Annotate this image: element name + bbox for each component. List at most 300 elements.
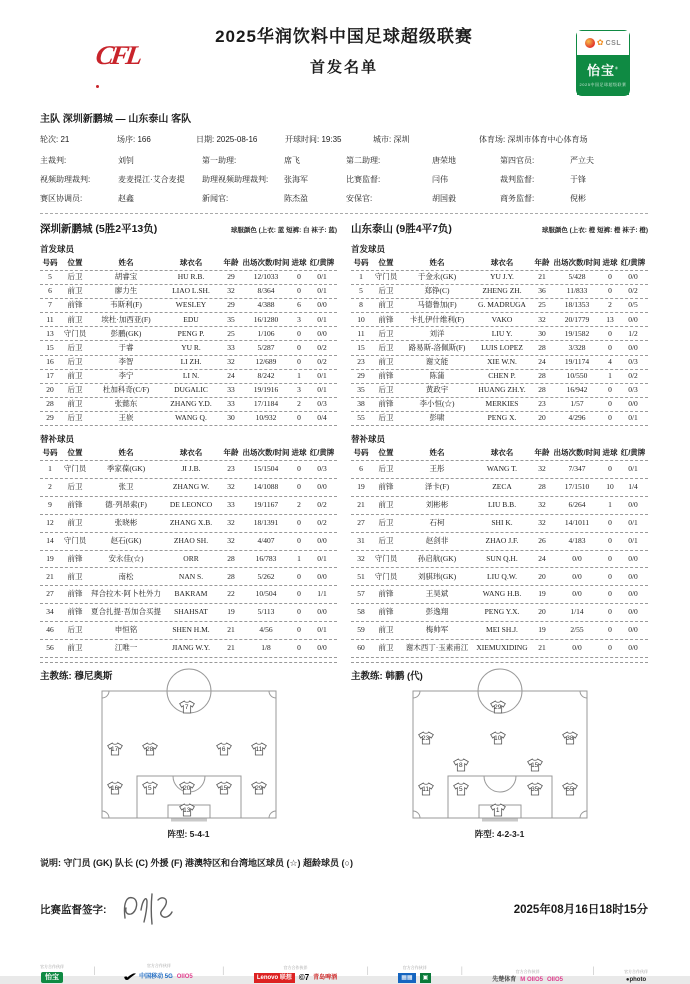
cell: 17/1510 bbox=[564, 482, 590, 492]
shirt-number: 29 bbox=[494, 704, 502, 712]
cell: LUIS LOPEZ bbox=[481, 342, 523, 352]
cell: DE LEONCO bbox=[169, 499, 213, 509]
away-starters-table bbox=[351, 257, 648, 426]
cell: 6 bbox=[297, 300, 301, 310]
column-header: 号码 bbox=[42, 258, 58, 268]
cell: 0 bbox=[297, 517, 301, 527]
kickoff-info: 开球时间: 19:35 bbox=[285, 135, 342, 144]
cell: 0 bbox=[608, 342, 612, 352]
player-shirt-icon bbox=[142, 781, 158, 795]
date-info: 日期: 2025-08-16 bbox=[196, 135, 258, 144]
official-label: 赛区协调员: bbox=[40, 194, 83, 203]
cell: 前锋 bbox=[67, 499, 83, 509]
player-row bbox=[40, 567, 337, 585]
cell: 守门员 bbox=[63, 464, 87, 474]
official-label: 新闻官: bbox=[202, 194, 229, 203]
cell: SHEN H.M. bbox=[172, 625, 210, 635]
cell: XIEMUXIDING bbox=[476, 643, 528, 653]
player-shirt-icon bbox=[179, 700, 195, 714]
cell: 5/287 bbox=[257, 342, 275, 352]
sponsor-divider: | bbox=[460, 965, 463, 975]
player-row bbox=[40, 284, 337, 298]
cell: 0 bbox=[608, 571, 612, 581]
home-subs-table bbox=[40, 447, 337, 658]
player-row bbox=[351, 383, 648, 397]
cell: 0/3 bbox=[628, 356, 638, 366]
cell: 0/0 bbox=[317, 535, 327, 545]
official-label: 视频助理裁判: bbox=[40, 175, 91, 184]
player-row bbox=[351, 478, 648, 496]
cfl-logo-dot-icon bbox=[96, 85, 99, 88]
cell: 0 bbox=[608, 328, 612, 338]
cell: 2 bbox=[297, 499, 301, 509]
csl-reg-mark: ® bbox=[615, 65, 619, 71]
cell: 35 bbox=[357, 384, 365, 394]
cell: 守门员 bbox=[374, 272, 398, 282]
official-name: 唐荣地 bbox=[432, 156, 456, 165]
player-row bbox=[351, 532, 648, 550]
cell: 南松 bbox=[118, 571, 134, 581]
cell: 14 bbox=[46, 535, 54, 545]
shirt-number: 7 bbox=[184, 704, 189, 712]
player-row bbox=[40, 550, 337, 568]
cell: 38 bbox=[357, 399, 365, 409]
home-team-column bbox=[40, 221, 337, 840]
cell: 4/296 bbox=[568, 413, 586, 423]
cell: 16 bbox=[46, 356, 54, 366]
cell: 46 bbox=[46, 625, 54, 635]
cell: 0/0 bbox=[572, 643, 582, 653]
cell: 60 bbox=[357, 643, 365, 653]
cell: 35 bbox=[227, 314, 235, 324]
cell: 2 bbox=[608, 300, 612, 310]
cell: XIE W.N. bbox=[487, 356, 517, 366]
cell: 1 bbox=[359, 272, 363, 282]
cell: 0 bbox=[608, 643, 612, 653]
cell: 33 bbox=[227, 384, 235, 394]
cell: 4/407 bbox=[257, 535, 275, 545]
official-name: 陈杰盈 bbox=[284, 194, 308, 203]
official-name: 席飞 bbox=[284, 156, 300, 165]
cell: WANG T. bbox=[486, 464, 518, 474]
cell: 6 bbox=[48, 286, 52, 296]
cell: 32 bbox=[227, 517, 235, 527]
cell: 后卫 bbox=[67, 356, 83, 366]
player-row bbox=[351, 550, 648, 568]
cell: 0/0 bbox=[317, 300, 327, 310]
cell: 34 bbox=[46, 607, 54, 617]
cell: 29 bbox=[46, 413, 54, 423]
cell: 17/1184 bbox=[253, 399, 279, 409]
cell: 27 bbox=[46, 589, 54, 599]
cell: 1 bbox=[48, 464, 52, 474]
cell: 0 bbox=[297, 535, 301, 545]
column-header: 出场次数/时间 bbox=[553, 448, 601, 458]
shirt-number: 16 bbox=[110, 784, 119, 792]
cell: 0 bbox=[297, 571, 301, 581]
cell: 于睿 bbox=[118, 342, 134, 352]
cell: 泽卡(F) bbox=[424, 482, 450, 492]
cell: 前锋 bbox=[378, 370, 394, 380]
cell: 0/2 bbox=[628, 286, 638, 296]
cell: 后卫 bbox=[378, 413, 394, 423]
table-header-row bbox=[40, 447, 337, 460]
column-header: 红/黄牌 bbox=[620, 448, 646, 458]
cell: 32 bbox=[538, 314, 546, 324]
csl-brand-text: 怡宝 bbox=[587, 63, 616, 78]
report-datetime: 2025年08月16日18时15分 bbox=[513, 904, 648, 916]
cell: 5/428 bbox=[568, 272, 586, 282]
cell: 4/56 bbox=[259, 625, 273, 635]
shirt-number: 11 bbox=[422, 786, 429, 793]
column-header: 出场次数/时间 bbox=[553, 258, 601, 268]
player-row bbox=[40, 298, 337, 312]
cell: G. MADRUGA bbox=[478, 300, 526, 310]
player-row bbox=[351, 340, 648, 354]
sponsor-tier-label: 官方合作伙伴 bbox=[40, 964, 64, 969]
cell: LI N. bbox=[182, 370, 200, 380]
player-row bbox=[40, 496, 337, 514]
cell: 郑铮(C) bbox=[424, 286, 450, 296]
cell: 前卫 bbox=[67, 370, 83, 380]
official-name: 麦麦提江·艾合麦提 bbox=[118, 175, 185, 184]
cell: WANG H.B. bbox=[482, 589, 522, 599]
away-coach-label: 主教练: bbox=[351, 671, 383, 682]
column-header: 进球 bbox=[602, 258, 618, 268]
cell: 0/0 bbox=[317, 571, 327, 581]
cell: 赵剑非 bbox=[425, 535, 449, 545]
cell: 王嵚 bbox=[118, 413, 134, 423]
cell: ORR bbox=[183, 553, 199, 563]
cell: 前卫 bbox=[67, 643, 83, 653]
cell: 0/3 bbox=[317, 464, 327, 474]
cell: 27 bbox=[357, 517, 365, 527]
column-header: 球衣名 bbox=[179, 258, 203, 268]
cell: 0/0 bbox=[317, 328, 327, 338]
cell: 0 bbox=[297, 286, 301, 296]
cell: 0/1 bbox=[628, 535, 638, 545]
sponsor-divider: | bbox=[222, 965, 225, 975]
cell: 21 bbox=[538, 643, 546, 653]
cell: 19/1582 bbox=[564, 328, 590, 338]
cell: 55 bbox=[357, 413, 365, 423]
cell: 31 bbox=[357, 535, 365, 545]
player-row bbox=[351, 460, 648, 478]
cell: 陈蒲 bbox=[429, 370, 445, 380]
cell: 0/1 bbox=[317, 370, 327, 380]
cell: 57 bbox=[357, 589, 365, 599]
sponsor-logo: 怡宝 bbox=[41, 972, 63, 983]
cell: 59 bbox=[357, 625, 365, 635]
csl-badge-bottom bbox=[577, 55, 629, 95]
shirt-number: 28 bbox=[146, 746, 154, 754]
cell: JI J.B. bbox=[181, 464, 201, 474]
cell: 廖力生 bbox=[114, 286, 138, 296]
csl-text: CSL bbox=[605, 39, 622, 47]
sponsor-logo: 中国移动 5G bbox=[139, 974, 173, 980]
column-header: 姓名 bbox=[118, 448, 134, 458]
cell: 0/0 bbox=[628, 589, 638, 599]
player-shirt-icon bbox=[490, 803, 506, 817]
cell: 0/0 bbox=[572, 589, 582, 599]
column-header: 红/黄牌 bbox=[309, 448, 335, 458]
official-label: 比赛监督: bbox=[346, 175, 381, 184]
cell: 0 bbox=[297, 342, 301, 352]
cell: 30 bbox=[538, 328, 546, 338]
cell: 江唯一 bbox=[114, 643, 138, 653]
cell: LI ZH. bbox=[180, 356, 202, 366]
player-row bbox=[351, 312, 648, 326]
cell: 1/14 bbox=[570, 607, 584, 617]
cell: 58 bbox=[357, 607, 365, 617]
column-header: 红/黄牌 bbox=[620, 258, 646, 268]
player-row bbox=[40, 369, 337, 383]
column-header: 进球 bbox=[291, 448, 307, 458]
cell: 0/0 bbox=[628, 607, 638, 617]
official-label: 裁判监督: bbox=[500, 175, 535, 184]
cell: 0 bbox=[608, 413, 612, 423]
cell: PENG Y.X. bbox=[484, 607, 520, 617]
home-team-name: 深圳新鹏城 (5胜2平13负) bbox=[40, 223, 158, 235]
sheet-title: 首发名单 bbox=[309, 59, 378, 76]
cell: 23 bbox=[357, 356, 365, 366]
column-header: 球衣名 bbox=[490, 448, 514, 458]
cell: 15 bbox=[357, 342, 365, 352]
cell: 王昊斌 bbox=[425, 589, 449, 599]
cell: 1/8 bbox=[261, 643, 271, 653]
cell: 21 bbox=[538, 272, 546, 282]
cell: 0/0 bbox=[628, 571, 638, 581]
cell: 守门员 bbox=[63, 535, 87, 545]
cell: 17 bbox=[46, 370, 54, 380]
cell: 15/1504 bbox=[253, 464, 279, 474]
cell: 12 bbox=[46, 517, 54, 527]
player-shirt-icon bbox=[179, 803, 195, 817]
cell: 刘彬彬 bbox=[425, 499, 449, 509]
cell: 5 bbox=[359, 286, 363, 296]
cell: ZHAO SH. bbox=[173, 535, 209, 545]
cell: 谢文能 bbox=[425, 356, 449, 366]
cell: 前锋 bbox=[378, 589, 394, 599]
cell: 4/388 bbox=[257, 300, 275, 310]
cell: 王彤 bbox=[429, 464, 445, 474]
cell: 0/1 bbox=[628, 413, 638, 423]
player-row bbox=[351, 326, 648, 340]
cell: 23 bbox=[538, 399, 546, 409]
cell: LIU Q.W. bbox=[487, 571, 517, 581]
column-header: 红/黄牌 bbox=[309, 258, 335, 268]
cell: 守门员 bbox=[374, 553, 398, 563]
cell: 20/1779 bbox=[564, 314, 590, 324]
cell: 后卫 bbox=[67, 384, 83, 394]
cell: 2 bbox=[48, 482, 52, 492]
cell: 32 bbox=[538, 517, 546, 527]
cell: 8 bbox=[359, 300, 363, 310]
player-row bbox=[351, 496, 648, 514]
cell: 2 bbox=[297, 399, 301, 409]
cell: 0/2 bbox=[317, 499, 327, 509]
cell: 30 bbox=[227, 413, 235, 423]
cell: 0 bbox=[297, 643, 301, 653]
player-shirt-icon bbox=[418, 731, 434, 745]
csl-sponsor-badge bbox=[576, 30, 630, 96]
cell: 前锋 bbox=[67, 589, 83, 599]
cell: 0/4 bbox=[317, 413, 327, 423]
column-header: 球衣名 bbox=[490, 258, 514, 268]
shirt-number: 23 bbox=[421, 734, 430, 742]
column-header: 年龄 bbox=[534, 448, 550, 458]
player-row bbox=[351, 355, 648, 369]
sponsor-logo: Lenovo 联想 bbox=[254, 973, 295, 983]
cell: 彭逸翔 bbox=[425, 607, 449, 617]
cell: 8/242 bbox=[257, 370, 275, 380]
cell: 1/2 bbox=[628, 328, 638, 338]
shirt-number: 11 bbox=[255, 746, 263, 754]
cell: 25 bbox=[538, 300, 546, 310]
cell: 51 bbox=[357, 571, 365, 581]
home-starters-label: 首发球员 bbox=[40, 244, 75, 254]
cell: 夏合扎提·吾加合买提 bbox=[91, 607, 161, 617]
cell: 1 bbox=[608, 370, 612, 380]
cell: 0 bbox=[608, 625, 612, 635]
cell: 16/942 bbox=[566, 384, 588, 394]
player-row bbox=[351, 397, 648, 411]
legend-note: 说明: 守门员 (GK) 队长 (C) 外援 (F) 港澳特区和台湾地区球员 (☆) 超龄球员 (○) bbox=[40, 858, 353, 868]
cell: 13 bbox=[606, 314, 614, 324]
match-number-info: 场序: 166 bbox=[117, 135, 151, 144]
csl-ball-icon bbox=[585, 38, 595, 48]
cell: 0/2 bbox=[628, 370, 638, 380]
cell: 10 bbox=[606, 482, 614, 492]
shirt-number: 15 bbox=[531, 762, 539, 770]
cell: 19/1916 bbox=[253, 384, 279, 394]
cell: 28 bbox=[538, 482, 546, 492]
cell: 前卫 bbox=[67, 517, 83, 527]
cell: 后卫 bbox=[378, 286, 394, 296]
cell: 0 bbox=[297, 482, 301, 492]
home-starters-table bbox=[40, 257, 337, 426]
shirt-number: 5 bbox=[147, 784, 152, 792]
player-row bbox=[40, 639, 337, 657]
column-header: 号码 bbox=[42, 448, 58, 458]
cell: 前锋 bbox=[378, 314, 394, 324]
cell: 0/3 bbox=[628, 384, 638, 394]
cell: 0/1 bbox=[317, 286, 327, 296]
supervisor-signature bbox=[117, 888, 187, 930]
sponsor-group bbox=[254, 965, 337, 983]
sponsor-logo: ©7 bbox=[298, 973, 310, 982]
cell: YU R. bbox=[181, 342, 201, 352]
cell: 后卫 bbox=[378, 384, 394, 394]
cell: 33 bbox=[227, 499, 235, 509]
sponsor-logo: OIIO5 bbox=[546, 977, 563, 983]
column-header: 号码 bbox=[353, 258, 369, 268]
cell: ZHAO J.F. bbox=[485, 535, 519, 545]
column-header: 进球 bbox=[602, 448, 618, 458]
teams-area bbox=[40, 213, 648, 840]
official-label: 第一助理: bbox=[202, 156, 237, 165]
cell: 0 bbox=[608, 399, 612, 409]
sponsor-group bbox=[492, 969, 563, 983]
table-header-row bbox=[351, 447, 648, 460]
cell: 16/1280 bbox=[253, 314, 279, 324]
player-row bbox=[40, 383, 337, 397]
cell: 梅帅军 bbox=[425, 625, 449, 635]
player-shirt-icon bbox=[179, 781, 195, 795]
sponsor-logo: ▦▦ bbox=[398, 973, 415, 983]
cell: 1 bbox=[297, 370, 301, 380]
cell: 路易斯-洛佩斯(F) bbox=[408, 342, 466, 352]
cell: 6 bbox=[359, 464, 363, 474]
cell: 20 bbox=[538, 607, 546, 617]
home-coach-label: 主教练: bbox=[40, 671, 72, 682]
cell: 25 bbox=[227, 328, 235, 338]
cell: 32 bbox=[538, 464, 546, 474]
column-header: 位置 bbox=[378, 258, 394, 268]
cell: 后卫 bbox=[378, 535, 394, 545]
cell: 前锋 bbox=[67, 300, 83, 310]
cell: NAN S. bbox=[178, 571, 204, 581]
cell: 0/0 bbox=[628, 399, 638, 409]
shirt-number: 20 bbox=[183, 784, 191, 792]
player-shirt-icon bbox=[490, 700, 506, 714]
cell: 12/689 bbox=[255, 356, 277, 366]
player-row bbox=[351, 585, 648, 603]
player-row bbox=[351, 567, 648, 585]
player-row bbox=[40, 514, 337, 532]
cell: 21 bbox=[227, 625, 235, 635]
player-shirt-icon bbox=[453, 758, 469, 772]
cell: 32 bbox=[227, 286, 235, 296]
cell: 4 bbox=[608, 356, 612, 366]
cell: 前卫 bbox=[67, 399, 83, 409]
cell: 前锋 bbox=[378, 482, 394, 492]
cell: 0/0 bbox=[317, 643, 327, 653]
cell: 29 bbox=[357, 370, 365, 380]
sponsor-divider: | bbox=[592, 965, 595, 975]
sponsor-logo: OIIO5 bbox=[176, 974, 193, 980]
cell: 0 bbox=[608, 272, 612, 282]
home-formation-label: 阵型: 5-4-1 bbox=[167, 829, 210, 839]
round-info: 轮次: 21 bbox=[40, 135, 70, 144]
sponsor-logo: ✔ bbox=[122, 970, 139, 984]
cell: 11/833 bbox=[566, 286, 588, 296]
player-shirt-icon bbox=[216, 742, 232, 756]
cell: 卡扎伊什维利(F) bbox=[409, 314, 465, 324]
cell: LIU Y. bbox=[491, 328, 513, 338]
cell: 前卫 bbox=[67, 286, 83, 296]
player-row bbox=[351, 603, 648, 621]
cell: 0/0 bbox=[317, 607, 327, 617]
player-row bbox=[351, 621, 648, 639]
cell: ZECA bbox=[492, 482, 512, 492]
away-coach-name: 韩鹏 (代) bbox=[385, 671, 423, 682]
cell: 10 bbox=[357, 314, 365, 324]
cell: 前卫 bbox=[67, 571, 83, 581]
cell: 10/550 bbox=[566, 370, 588, 380]
cell: 4/183 bbox=[568, 535, 586, 545]
cell: 刘骐玮(GK) bbox=[417, 571, 457, 581]
player-row bbox=[40, 397, 337, 411]
shirt-number: 8 bbox=[458, 762, 463, 770]
away-starters-label: 首发球员 bbox=[351, 244, 386, 254]
cell: 28 bbox=[46, 399, 54, 409]
cell: 5/262 bbox=[257, 571, 275, 581]
cell: 5 bbox=[48, 272, 52, 282]
cell: 24 bbox=[538, 553, 546, 563]
sponsor-group bbox=[122, 963, 193, 984]
sponsor-tier-label: 官方合作伙伴 bbox=[515, 969, 540, 974]
